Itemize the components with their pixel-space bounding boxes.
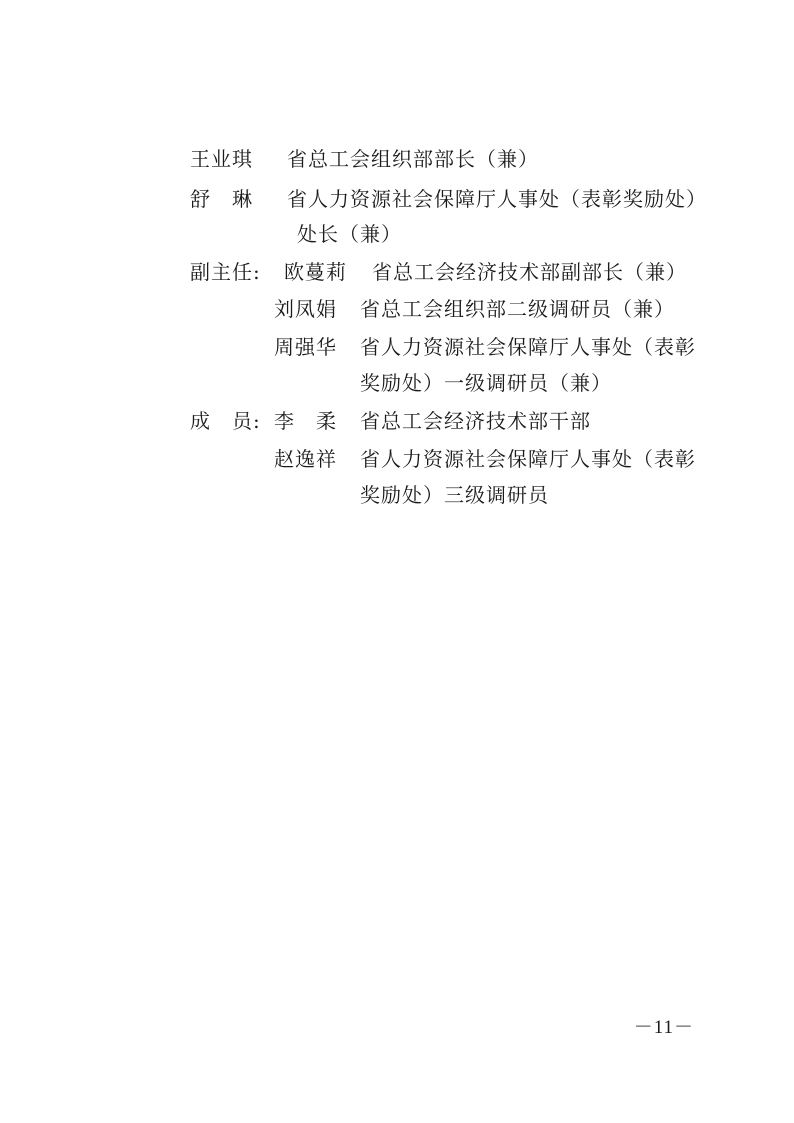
- member-title-line2: 处长（兼）: [297, 222, 402, 246]
- member-title-line2: 奖励处）一级调研员（兼）: [360, 371, 612, 395]
- member-title-line1: 省人力资源社会保障厅人事处（表彰: [360, 335, 696, 359]
- deputy-label: 副主任:: [190, 260, 261, 284]
- member-name: 王业琪: [190, 147, 253, 171]
- member-name: 欧蔓莉: [284, 260, 347, 284]
- member-name: 舒 琳: [190, 187, 253, 211]
- member-title: 省总工会组织部部长（兼）: [287, 147, 539, 171]
- page-number: －11－: [633, 1017, 694, 1038]
- member-name: 刘凤娟: [274, 297, 337, 321]
- member-title-line1: 省人力资源社会保障厅人事处（表彰奖励处）: [287, 187, 707, 211]
- member-title-line1: 省人力资源社会保障厅人事处（表彰: [360, 447, 696, 471]
- member-title: 省总工会经济技术部干部: [360, 409, 591, 433]
- member-label: 成 员:: [190, 409, 261, 433]
- member-title: 省总工会组织部二级调研员（兼）: [360, 297, 675, 321]
- member-title-line2: 奖励处）三级调研员: [360, 483, 549, 507]
- member-name: 周强华: [274, 335, 337, 359]
- member-title: 省总工会经济技术部副部长（兼）: [372, 260, 687, 284]
- member-name: 赵逸祥: [274, 447, 337, 471]
- member-name: 李 柔: [274, 409, 337, 433]
